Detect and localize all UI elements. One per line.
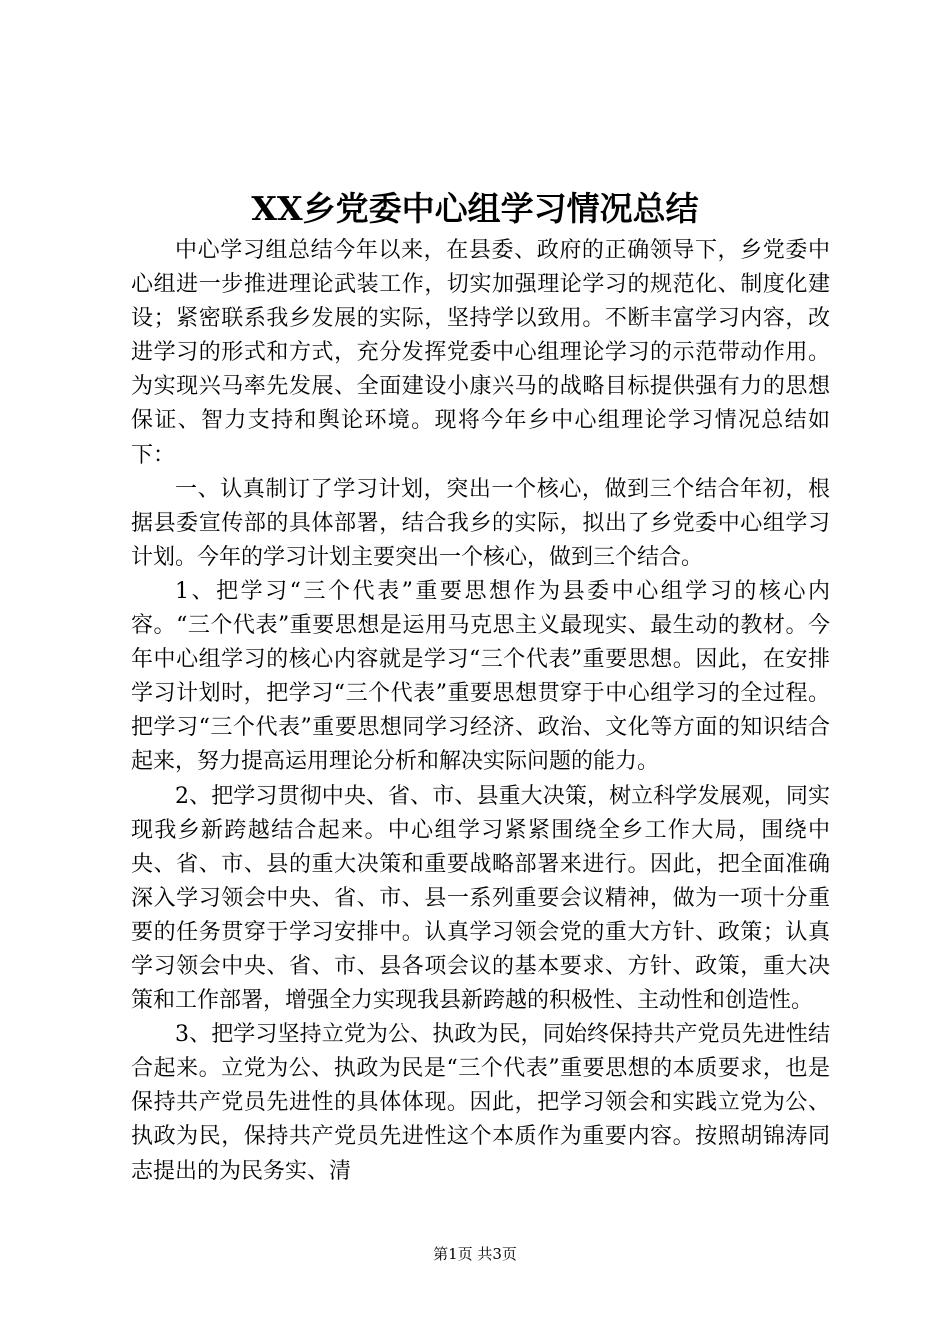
page-number-footer: 第1页 共3页 [433, 1245, 517, 1263]
paragraph-item-3: 3、把学习坚持立党为公、执政为民，同始终保持共产党员先进性结合起来。立党为公、执政为民是“三个代表”重要思想的本质要求，也是保持共产党员先进性的具体体现。因此，把学习领会和实践立党为公、执政为民，保持共产党员先进性这个本质作为重要内容。按照胡锦涛同志提出的为民务实、清 [131, 1022, 830, 1184]
paragraph-item-1: 1、把学习“三个代表”重要思想作为县委中心组学习的核心内容。“三个代表”重要思想是运用马克思主义最现实、最生动的教材。今年中心组学习的核心内容就是学习“三个代表”重要思想。因此，在安排学习计划时，把学习“三个代表”重要思想贯穿于中心组学习的全过程。把学习“三个代表”重要思想同学习经济、政治、文化等方面的知识结合起来，努力提高运用理论分析和解决实际问题的能力。 [131, 578, 830, 775]
document-title: XX乡党委中心组学习情况总结 [251, 189, 699, 228]
paragraph-item-2: 2、把学习贯彻中央、省、市、县重大决策，树立科学发展观，同实现我乡新跨越结合起来。中心组学习紧紧围绕全乡工作大局，围绕中央、省、市、县的重大决策和重要战略部署来进行。因此，把全面准确深入学习领会中央、省、市、县一系列重要会议精神，做为一项十分重要的任务贯穿于学习安排中。认真学习领会党的重大方针、政策；认真学习领会中央、省、市、县各项会议的基本要求、方针、政策，重大决策和工作部署，增强全力实现我县新跨越的积极性、主动性和创造性。 [131, 783, 830, 1014]
paragraph-intro: 中心学习组总结今年以来，在县委、政府的正确领导下，乡党委中心组进一步推进理论武装工作，切实加强理论学习的规范化、制度化建设；紧密联系我乡发展的实际，坚持学以致用。不断丰富学习内容，改进学习的形式和方式，充分发挥党委中心组理论学习的示范带动作用。为实现兴马率先发展、全面建设小康兴马的战略目标提供强有力的思想保证、智力支持和舆论环境。现将今年乡中心组理论学习情况总结如下： [131, 238, 830, 468]
document-body [131, 234, 830, 1189]
paragraph-section-1: 一、认真制订了学习计划，突出一个核心，做到三个结合年初，根据县委宣传部的具体部署，结合我乡的实际，拟出了乡党委中心组学习计划。今年的学习计划主要突出一个核心，做到三个结合。 [131, 476, 830, 570]
